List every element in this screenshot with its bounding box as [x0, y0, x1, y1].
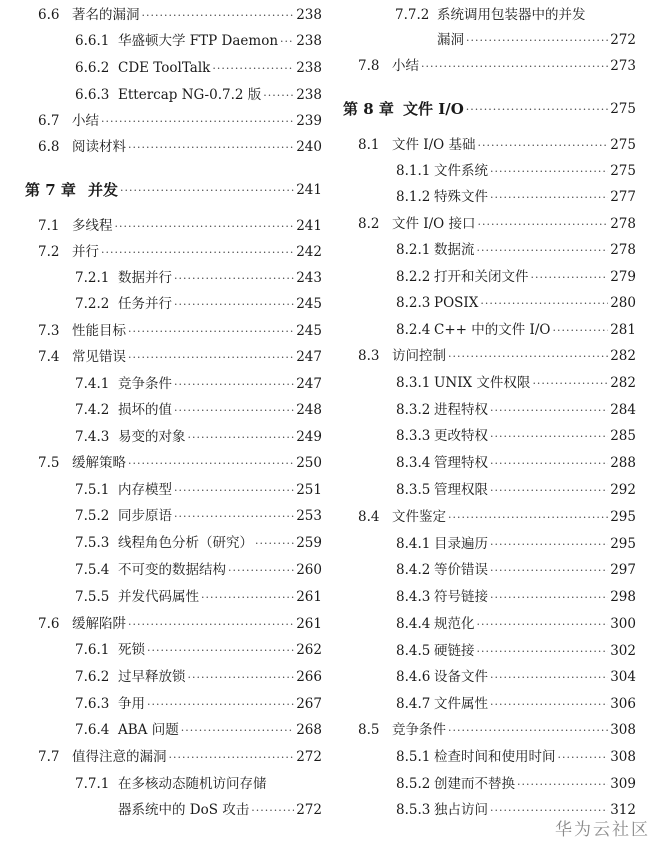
- toc-page-number: 238: [296, 60, 322, 76]
- toc-title: 内存模型: [118, 482, 172, 498]
- toc-number: 7.5.2: [75, 508, 110, 524]
- toc-leader-dots: [280, 28, 294, 54]
- toc-page-number: 272: [296, 802, 322, 818]
- toc-number: 8.2.1: [396, 242, 431, 258]
- toc-entry: [396, 423, 636, 449]
- toc-title: 小结: [392, 58, 419, 74]
- toc-page-number: 241: [296, 218, 322, 234]
- toc-leader-dots: [532, 370, 608, 396]
- toc-leader-dots: [174, 371, 294, 397]
- toc-page-number: 306: [610, 696, 636, 712]
- toc-entry: [38, 744, 322, 770]
- toc-title: 文件鉴定: [392, 509, 446, 525]
- toc-title: 文件系统: [434, 163, 488, 179]
- toc-leader-dots: [128, 450, 294, 476]
- toc-page-number: 285: [610, 428, 636, 444]
- toc-leader-dots: [251, 797, 294, 823]
- toc-title: 文件 I/O: [403, 100, 464, 118]
- toc-number: 8.2.4: [396, 322, 431, 338]
- toc-number: 第 7 章: [25, 181, 76, 199]
- toc-page-number: 302: [610, 643, 636, 659]
- toc-leader-dots: [142, 2, 295, 28]
- toc-leader-dots: [531, 264, 609, 290]
- toc-title: 文件属性: [434, 696, 488, 712]
- watermark: 华为云社区: [555, 820, 650, 840]
- toc-entry: [75, 771, 322, 797]
- toc-entry: [396, 158, 636, 184]
- toc-number: 7.4: [38, 349, 60, 365]
- toc-page-number: 312: [610, 802, 636, 818]
- toc-title: 打开和关闭文件: [434, 269, 529, 285]
- toc-leader-dots: [128, 344, 294, 370]
- toc-page-number: 272: [610, 32, 636, 48]
- toc-leader-dots: [128, 611, 294, 637]
- toc-leader-dots: [174, 291, 294, 317]
- toc-entry: [38, 108, 322, 134]
- toc-page-number: 288: [610, 455, 636, 471]
- toc-page-number: 267: [296, 696, 322, 712]
- toc-page-number: 266: [296, 669, 322, 685]
- toc-page-number: 260: [296, 562, 322, 578]
- toc-entry: [75, 637, 322, 663]
- toc-title: 竞争条件: [392, 722, 446, 738]
- toc-number: 8.4: [358, 509, 380, 525]
- toc-leader-dots: [477, 237, 609, 263]
- toc-leader-dots: [490, 691, 608, 717]
- toc-number: 8.5.3: [396, 802, 431, 818]
- toc-entry: [396, 397, 636, 423]
- toc-page-number: 308: [610, 722, 636, 738]
- toc-leader-dots: [448, 717, 608, 743]
- toc-number: 7.7.1: [75, 776, 110, 792]
- toc-number: 8.3.1: [396, 375, 431, 391]
- toc-title: 独占访问: [434, 802, 488, 818]
- toc-entry: [396, 477, 636, 503]
- toc-number: 8.4.2: [396, 562, 431, 578]
- toc-leader-dots: [115, 213, 295, 239]
- toc-title: 进程特权: [434, 402, 488, 418]
- toc-title: 性能目标: [72, 323, 126, 339]
- toc-title: 竞争条件: [118, 376, 172, 392]
- toc-number: 7.5.1: [75, 482, 110, 498]
- toc-number: 8.4.7: [396, 696, 431, 712]
- toc-number: 6.8: [38, 139, 60, 155]
- toc-entry: [396, 184, 636, 210]
- toc-number: 7.7.2: [395, 7, 430, 23]
- toc-leader-dots: [188, 664, 295, 690]
- toc-number: 8.1: [358, 137, 380, 153]
- toc-number: 7.3: [38, 323, 60, 339]
- toc-page-number: 275: [610, 137, 636, 153]
- toc-title: 华盛顿大学 FTP Daemon: [118, 33, 279, 49]
- toc-entry: [75, 584, 322, 610]
- toc-leader-dots: [174, 265, 294, 291]
- toc-number: 8.4.1: [396, 536, 431, 552]
- toc-page-number: 262: [296, 642, 322, 658]
- toc-leader-dots: [101, 108, 294, 134]
- toc-title: 管理特权: [434, 455, 488, 471]
- toc-number: 第 8 章: [343, 100, 394, 118]
- toc-leader-dots: [201, 584, 294, 610]
- toc-number: 7.2.2: [75, 296, 110, 312]
- toc-page-number: 278: [610, 242, 636, 258]
- toc-page-number: 245: [296, 323, 322, 339]
- toc-entry: [358, 132, 636, 158]
- toc-entry: [396, 370, 636, 396]
- toc-page-number: 247: [296, 349, 322, 365]
- toc-title: 常见错误: [72, 349, 126, 365]
- toc-leader-dots: [490, 397, 608, 423]
- toc-page-number: 241: [296, 182, 322, 198]
- toc-number: 6.7: [38, 113, 60, 129]
- toc-page-number: 247: [296, 376, 322, 392]
- toc-title: 缓解策略: [72, 455, 126, 471]
- toc-page-number: 238: [296, 33, 322, 49]
- toc-number: 8.4.5: [396, 643, 431, 659]
- toc-number: 8.4.4: [396, 616, 431, 632]
- toc-title: 任务并行: [118, 296, 172, 312]
- toc-entry: [396, 531, 636, 557]
- toc-entry: [358, 211, 636, 237]
- toc-entry: [396, 771, 636, 797]
- toc-title: 争用: [118, 696, 145, 712]
- toc-title: 并发: [88, 181, 119, 199]
- toc-leader-dots: [212, 55, 294, 81]
- toc-entry: [396, 584, 636, 610]
- toc-entry: [75, 397, 322, 423]
- toc-title: C++ 中的文件 I/O: [434, 322, 551, 338]
- toc-title: 硬链接: [434, 643, 475, 659]
- toc-number: 7.6: [38, 616, 60, 632]
- toc-page-number: 272: [296, 749, 322, 765]
- toc-leader-dots: [448, 343, 608, 369]
- toc-title: 设备文件: [434, 669, 488, 685]
- toc-entry: [75, 82, 322, 108]
- toc-title: 易变的对象: [118, 429, 186, 445]
- toc-title: 在多核动态随机访问存储: [118, 776, 267, 792]
- toc-entry: [75, 717, 322, 743]
- toc-title: 漏洞: [437, 32, 464, 48]
- toc-page-number: 259: [296, 535, 322, 551]
- toc-number: 7.5: [38, 455, 60, 471]
- toc-entry: [38, 611, 322, 637]
- toc-page-number: 304: [610, 669, 636, 685]
- toc-number: 7.1: [38, 218, 60, 234]
- toc-entry: [38, 318, 322, 344]
- toc-number: 7.4.3: [75, 429, 110, 445]
- toc-leader-dots: [128, 318, 294, 344]
- toc-page-number: 249: [296, 429, 322, 445]
- toc-title: 损坏的值: [118, 402, 172, 418]
- toc-number: 7.6.2: [75, 669, 110, 685]
- toc-leader-dots: [477, 611, 609, 637]
- toc-entry: [396, 744, 636, 770]
- toc-leader-dots: [174, 477, 294, 503]
- toc-title: 小结: [72, 113, 99, 129]
- toc-leader-dots: [466, 27, 608, 53]
- toc-entry: [358, 717, 636, 743]
- toc-leader-dots: [263, 82, 294, 108]
- toc-title: 缓解陷阱: [72, 616, 126, 632]
- toc-page-number: 253: [296, 508, 322, 524]
- toc-number: 8.2.3: [396, 295, 431, 311]
- toc-page-number: 251: [296, 482, 322, 498]
- toc-number: 6.6: [38, 7, 60, 23]
- toc-number: 7.6.3: [75, 696, 110, 712]
- toc-title: 访问控制: [392, 348, 446, 364]
- toc-page-number: 239: [296, 113, 322, 129]
- toc-leader-dots: [477, 638, 609, 664]
- toc-leader-dots: [558, 744, 609, 770]
- toc-page-number: 298: [610, 589, 636, 605]
- toc-page-number: 300: [610, 616, 636, 632]
- toc-title: 过早释放锁: [118, 669, 186, 685]
- toc-entry: [38, 344, 322, 370]
- toc-leader-dots: [490, 477, 608, 503]
- toc-entry: [38, 213, 322, 239]
- toc-number: 8.1.2: [396, 189, 431, 205]
- toc-title: 线程角色分析（研究）: [118, 535, 253, 551]
- toc-number: 7.2.1: [75, 270, 110, 286]
- toc-page-number: 281: [610, 322, 636, 338]
- toc-entry: [38, 134, 322, 160]
- toc-entry: [38, 450, 322, 476]
- toc-entry: [118, 797, 322, 823]
- toc-page-number: 261: [296, 616, 322, 632]
- toc-entry: [396, 557, 636, 583]
- toc-leader-dots: [169, 744, 295, 770]
- toc-title: 系统调用包装器中的并发: [437, 7, 586, 23]
- toc-title: CDE ToolTalk: [118, 60, 211, 76]
- toc-page-number: 238: [296, 87, 322, 103]
- toc-leader-dots: [448, 504, 608, 530]
- toc-entry: [396, 290, 636, 316]
- toc-page-number: 308: [610, 749, 636, 765]
- toc-entry: [396, 691, 636, 717]
- toc-title: 特殊文件: [434, 189, 488, 205]
- toc-number: 7.5.3: [75, 535, 110, 551]
- toc-leader-dots: [490, 584, 608, 610]
- toc-entry: [38, 2, 322, 28]
- toc-title: 不可变的数据结构: [118, 562, 226, 578]
- toc-title: 并发代码属性: [118, 589, 199, 605]
- toc-page-number: 277: [610, 189, 636, 205]
- toc-number: 8.1.1: [396, 163, 431, 179]
- toc-leader-dots: [480, 290, 608, 316]
- toc-leader-dots: [255, 530, 294, 556]
- toc-number: 7.6.1: [75, 642, 110, 658]
- toc-title: 文件 I/O 接口: [392, 216, 476, 232]
- toc-title: Ettercap NG-0.7.2 版: [118, 87, 262, 103]
- toc-leader-dots: [147, 691, 294, 717]
- toc-number: 7.5.4: [75, 562, 110, 578]
- toc-page-number: 268: [296, 722, 322, 738]
- toc-page-number: 292: [610, 482, 636, 498]
- toc-number: 8.3: [358, 348, 380, 364]
- toc-page-number: 242: [296, 244, 322, 260]
- toc-page-number: 248: [296, 402, 322, 418]
- toc-title: 目录遍历: [434, 536, 488, 552]
- toc-leader-dots: [147, 637, 294, 663]
- toc-number: 6.6.3: [75, 87, 110, 103]
- toc-leader-dots: [181, 717, 295, 743]
- toc-title: 检查时间和使用时间: [434, 749, 556, 765]
- toc-entry: [395, 2, 636, 28]
- toc-leader-dots: [490, 531, 608, 557]
- toc-leader-dots: [517, 771, 608, 797]
- toc-leader-dots: [421, 53, 608, 79]
- toc-number: 8.4.3: [396, 589, 431, 605]
- toc-number: 8.3.5: [396, 482, 431, 498]
- toc-page-number: 279: [610, 269, 636, 285]
- toc-entry: [358, 343, 636, 369]
- toc-entry: [75, 55, 322, 81]
- toc-page-number: 250: [296, 455, 322, 471]
- toc-entry: [75, 28, 322, 54]
- toc-entry: [75, 503, 322, 529]
- toc-entry: [396, 664, 636, 690]
- toc-leader-dots: [174, 397, 294, 423]
- toc-title: POSIX: [434, 295, 479, 311]
- toc-page-number: 284: [610, 402, 636, 418]
- toc-page-number: 261: [296, 589, 322, 605]
- toc-title: 值得注意的漏洞: [72, 749, 167, 765]
- toc-leader-dots: [490, 184, 608, 210]
- toc-leader-dots: [490, 423, 608, 449]
- toc-leader-dots: [478, 132, 609, 158]
- toc-title: 规范化: [434, 616, 475, 632]
- toc-title: 更改特权: [434, 428, 488, 444]
- toc-number: 7.4.1: [75, 376, 110, 392]
- toc-number: 8.5.2: [396, 776, 431, 792]
- toc-number: 6.6.1: [75, 33, 110, 49]
- toc-leader-dots: [490, 450, 608, 476]
- toc-entry: [38, 239, 322, 265]
- toc-leader-dots: [490, 158, 608, 184]
- toc-number: 7.4.2: [75, 402, 110, 418]
- toc-title: 文件 I/O 基础: [392, 137, 476, 153]
- toc-page-number: 245: [296, 296, 322, 312]
- toc-page-number: 295: [610, 536, 636, 552]
- toc-page-number: 273: [610, 58, 636, 74]
- toc-title: 符号链接: [434, 589, 488, 605]
- toc-number: 7.2: [38, 244, 60, 260]
- toc-entry: [75, 424, 322, 450]
- toc-leader-dots: [120, 177, 294, 203]
- toc-title: 著名的漏洞: [72, 7, 140, 23]
- toc-chapter-entry: [343, 96, 636, 122]
- toc-number: 8.3.4: [396, 455, 431, 471]
- toc-page-number: 297: [610, 562, 636, 578]
- toc-leader-dots: [490, 664, 608, 690]
- toc-page-number: 282: [610, 348, 636, 364]
- toc-title: UNIX 文件权限: [434, 375, 531, 391]
- toc-entry: [396, 450, 636, 476]
- toc-title: 阅读材料: [72, 139, 126, 155]
- toc-page-number: 309: [610, 776, 636, 792]
- toc-title: 器系统中的 DoS 攻击: [118, 802, 250, 818]
- toc-number: 8.3.3: [396, 428, 431, 444]
- toc-leader-dots: [552, 317, 608, 343]
- toc-entry: [437, 27, 636, 53]
- toc-number: 8.5: [358, 722, 380, 738]
- toc-number: 8.2.2: [396, 269, 431, 285]
- toc-title: ABA 问题: [118, 722, 179, 738]
- toc-page-number: 243: [296, 270, 322, 286]
- toc-page-number: 278: [610, 216, 636, 232]
- toc-entry: [75, 291, 322, 317]
- toc-title: 等价错误: [434, 562, 488, 578]
- toc-number: 7.8: [358, 58, 380, 74]
- toc-entry: [75, 691, 322, 717]
- toc-leader-dots: [466, 96, 608, 122]
- toc-page-number: 275: [610, 101, 636, 117]
- toc-number: 7.5.5: [75, 589, 110, 605]
- toc-number: 8.4.6: [396, 669, 431, 685]
- toc-leader-dots: [188, 424, 295, 450]
- toc-number: 7.6.4: [75, 722, 110, 738]
- toc-title: 数据流: [434, 242, 475, 258]
- toc-leader-dots: [174, 503, 294, 529]
- toc-entry: [75, 477, 322, 503]
- toc-entry: [396, 237, 636, 263]
- toc-title: 数据并行: [118, 270, 172, 286]
- toc-leader-dots: [478, 211, 609, 237]
- toc-entry: [396, 317, 636, 343]
- toc-page-number: 282: [610, 375, 636, 391]
- toc-page-number: 240: [296, 139, 322, 155]
- toc-entry: [75, 664, 322, 690]
- toc-entry: [358, 53, 636, 79]
- toc-entry: [75, 557, 322, 583]
- toc-title: 死锁: [118, 642, 145, 658]
- toc-number: 8.5.1: [396, 749, 431, 765]
- toc-entry: [75, 530, 322, 556]
- toc-number: 7.7: [38, 749, 60, 765]
- toc-number: 8.3.2: [396, 402, 431, 418]
- toc-page-number: 295: [610, 509, 636, 525]
- toc-number: 8.2: [358, 216, 380, 232]
- toc-title: 并行: [72, 244, 99, 260]
- toc-entry: [396, 638, 636, 664]
- toc-leader-dots: [101, 239, 294, 265]
- toc-entry: [358, 504, 636, 530]
- toc-page-number: 280: [610, 295, 636, 311]
- toc-title: 管理权限: [434, 482, 488, 498]
- toc-entry: [75, 371, 322, 397]
- toc-leader-dots: [128, 134, 294, 160]
- toc-title: 同步原语: [118, 508, 172, 524]
- toc-title: 创建而不替换: [434, 776, 515, 792]
- toc-number: 6.6.2: [75, 60, 110, 76]
- toc-page-number: 275: [610, 163, 636, 179]
- toc-title: 多线程: [72, 218, 113, 234]
- toc-page-number: 238: [296, 7, 322, 23]
- toc-chapter-entry: [25, 177, 322, 203]
- toc-entry: [396, 611, 636, 637]
- toc-leader-dots: [490, 557, 608, 583]
- toc-entry: [396, 264, 636, 290]
- toc-entry: [75, 265, 322, 291]
- toc-leader-dots: [228, 557, 294, 583]
